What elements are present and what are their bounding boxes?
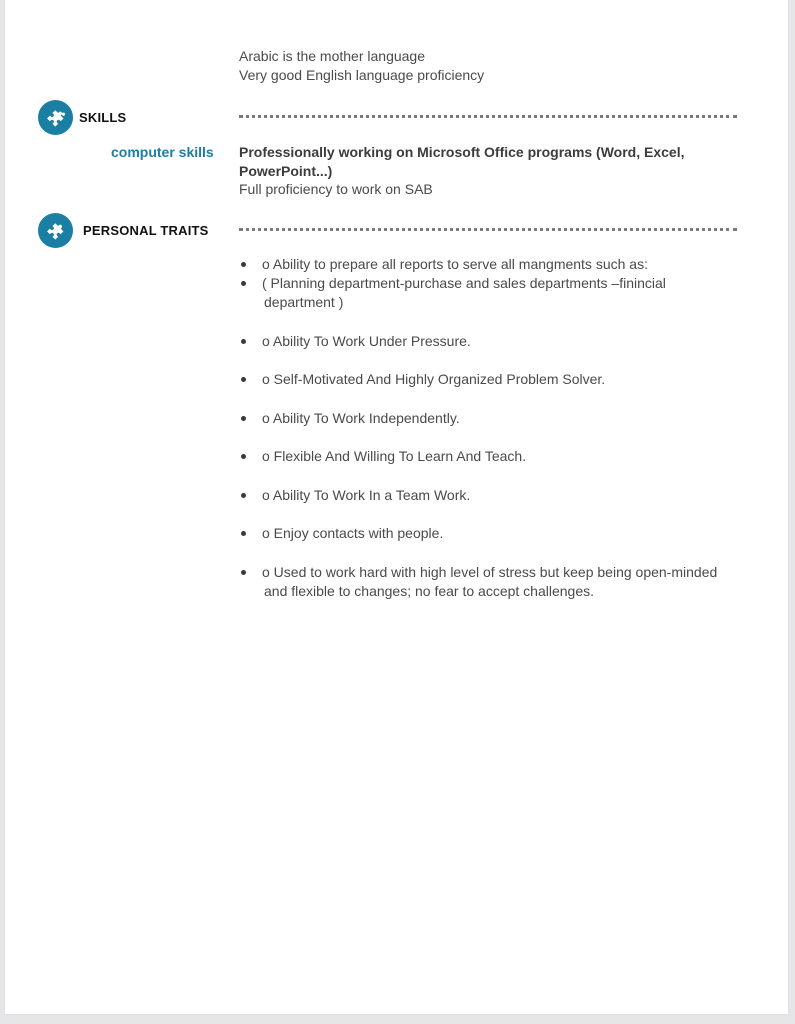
section-divider <box>239 115 737 118</box>
skills-label: computer skills <box>111 144 214 160</box>
list-item: o Self-Motivated And Highly Organized Problem Solver. <box>240 370 760 389</box>
list-item: o Ability To Work Independently. <box>240 409 760 428</box>
puzzle-icon <box>38 213 73 248</box>
section-title-skills: SKILLS <box>79 110 127 125</box>
list-item: o Enjoy contacts with people. <box>240 524 760 543</box>
list-item: o Ability To Work Under Pressure. <box>240 332 760 351</box>
language-line-2: Very good English language proficiency <box>239 67 485 83</box>
list-item: o Used to work hard with high level of stress but keep being open-minded and flexible to changes; no fear to accept challenges. <box>240 563 760 601</box>
section-divider <box>239 228 737 231</box>
section-title-personal-traits: PERSONAL TRAITS <box>83 223 209 238</box>
traits-list <box>240 255 760 601</box>
language-line-1: Arabic is the mother language <box>239 48 425 64</box>
skills-line-1: Professionally working on Microsoft Office programs (Word, Excel, <box>239 144 685 160</box>
puzzle-icon <box>38 100 73 135</box>
list-item: o Ability To Work In a Team Work. <box>240 486 760 505</box>
list-item: o Ability to prepare all reports to serve all mangments such as: <box>240 255 760 274</box>
resume-page <box>5 0 788 1014</box>
skills-line-3: Full proficiency to work on SAB <box>239 181 433 197</box>
list-item: ( Planning department-purchase and sales departments –finincial department ) <box>240 274 760 312</box>
skills-line-2: PowerPoint...) <box>239 163 333 179</box>
list-item: o Flexible And Willing To Learn And Teach. <box>240 447 760 466</box>
